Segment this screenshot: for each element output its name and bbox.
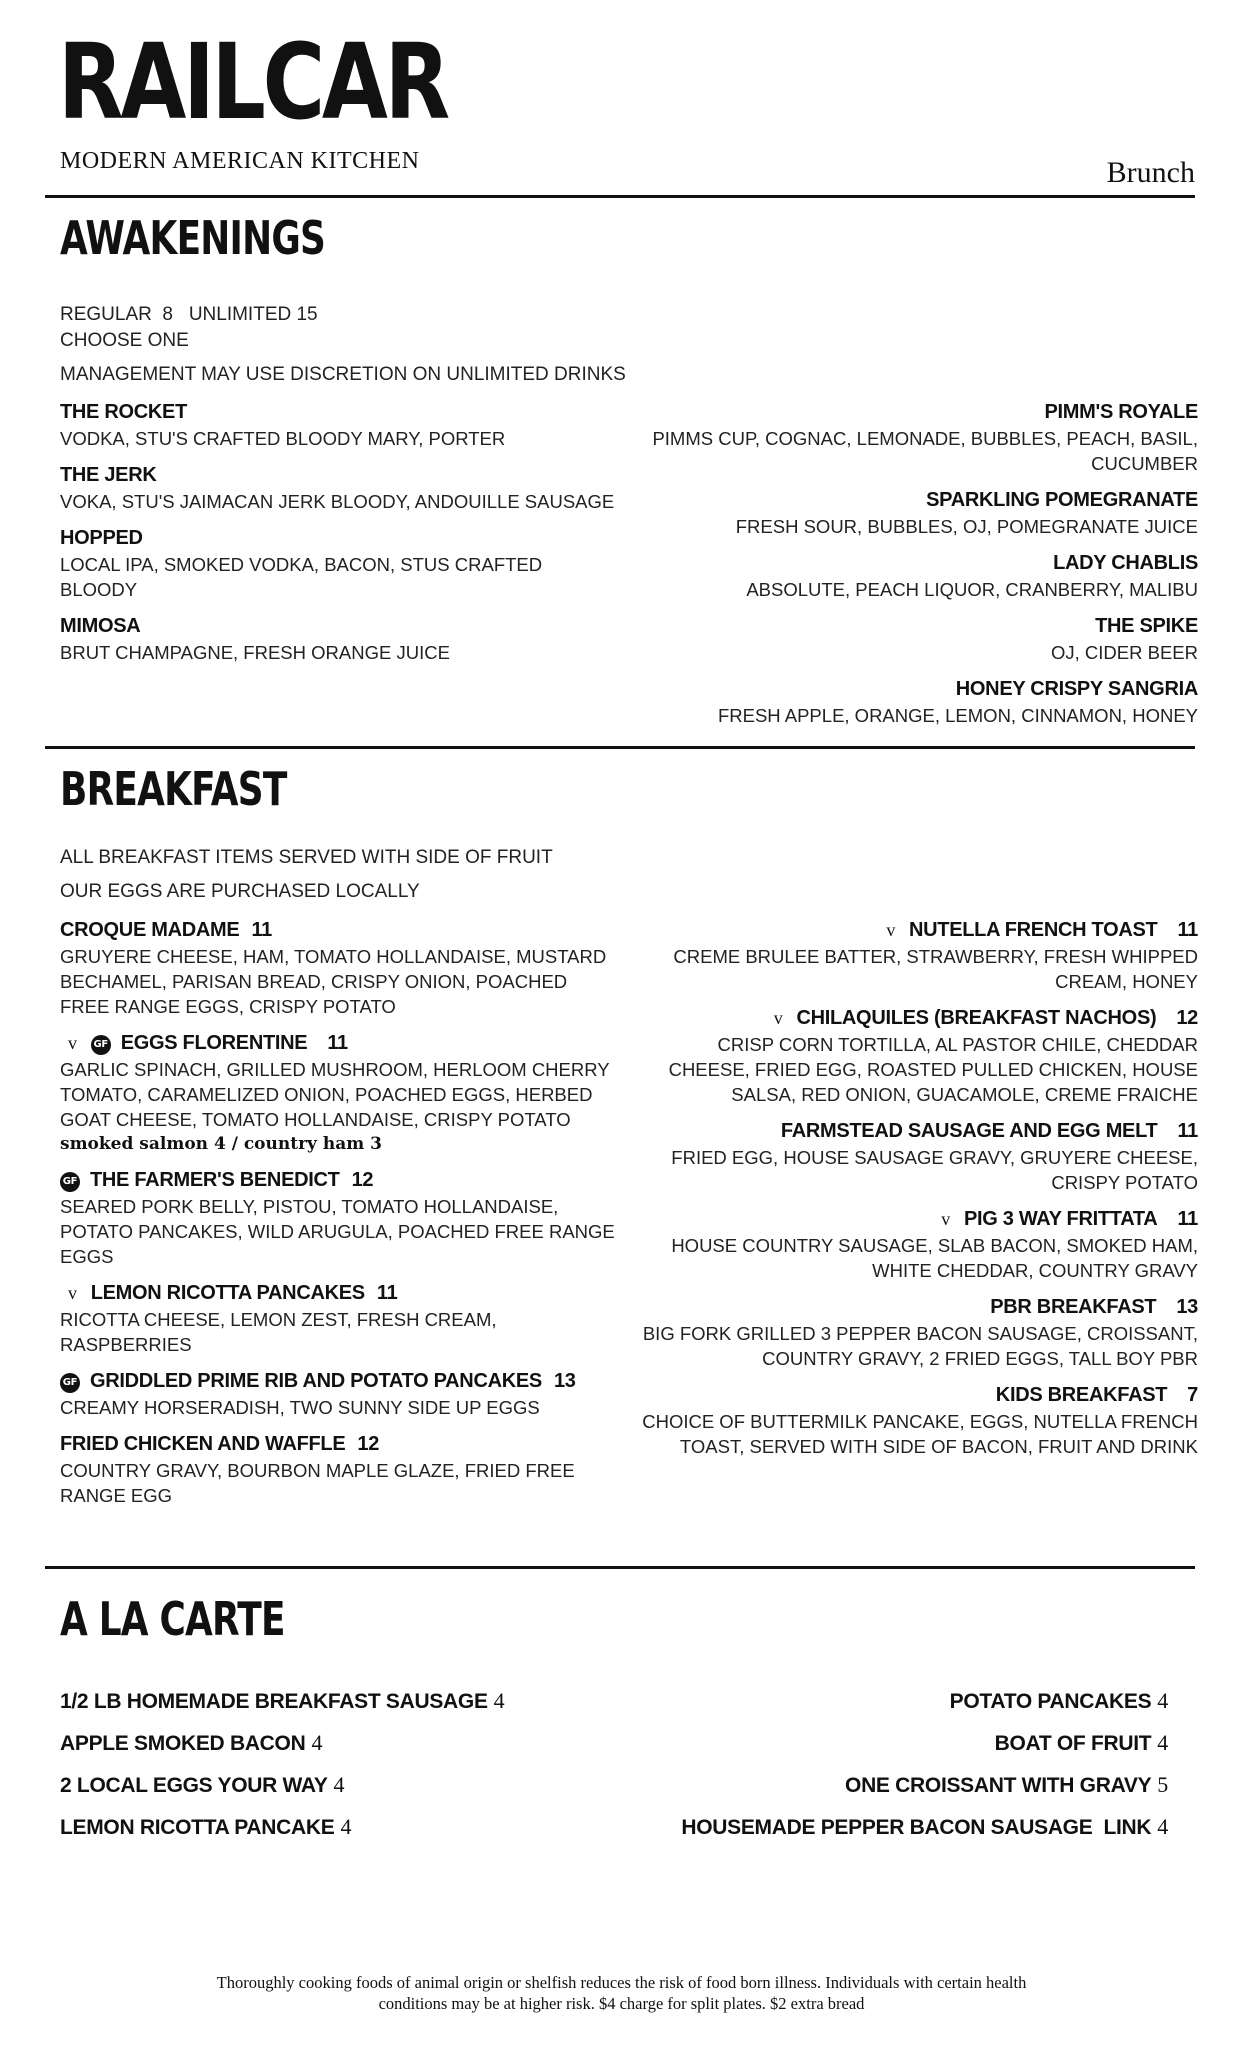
item-name: CROQUE MADAME — [60, 919, 240, 941]
section-divider — [45, 1566, 1195, 1569]
item-description: LOCAL IPA, SMOKED VODKA, BACON, STUS CRAFTED BLOODY — [60, 554, 543, 600]
a-la-carte-item — [60, 1722, 620, 1764]
item-description: BRUT CHAMPAGNE, FRESH ORANGE JUICE — [60, 642, 450, 663]
item-description: CRISP CORN TORTILLA, AL PASTOR CHILE, CHEDDAR CHEESE, FRIED EGG, ROASTED PULLED CHICKEN, HOUSE SALSA, RED ONION, GUACAMOLE, CREME FRAICHE — [668, 1034, 1198, 1105]
item-price: 12 — [351, 1169, 374, 1191]
menu-item — [60, 1430, 620, 1508]
item-name: PIMM'S ROYALE — [1044, 401, 1198, 423]
item-price: 7 — [1187, 1384, 1198, 1406]
item-description: RICOTTA CHEESE, LEMON ZEST, FRESH CREAM, RASPBERRIES — [60, 1309, 497, 1355]
item-price: 4 — [311, 1730, 323, 1755]
item-description: CREAMY HORSERADISH, TWO SUNNY SIDE UP EGGS — [60, 1397, 540, 1418]
footer-line: conditions may be at higher risk. $4 charge for split plates. $2 extra bread — [378, 1994, 865, 2013]
item-price: 11 — [327, 1032, 348, 1054]
menu-item — [60, 398, 620, 451]
item-name: FRIED CHICKEN AND WAFFLE — [60, 1433, 346, 1455]
menu-item — [60, 1367, 620, 1420]
section-title-a-la-carte: A LA CARTE — [60, 1592, 285, 1646]
item-name: POTATO PANCAKES — [949, 1690, 1152, 1713]
item-description: FRESH APPLE, ORANGE, LEMON, CINNAMON, HONEY — [717, 705, 1198, 726]
a-la-carte-item — [60, 1680, 620, 1722]
vegetarian-icon: v — [68, 1033, 77, 1053]
menu-item — [638, 1117, 1198, 1195]
item-description: VOKA, STU'S JAIMACAN JERK BLOODY, ANDOUILLE SAUSAGE — [60, 491, 615, 512]
restaurant-logo: RAILCAR — [58, 21, 448, 143]
footer-line: Thoroughly cooking foods of animal origin or shelfish reduces the risk of food born illness. Individuals with certain health — [216, 1973, 1027, 1992]
menu-item — [638, 1381, 1198, 1459]
item-header — [60, 916, 620, 944]
menu-item — [638, 486, 1198, 539]
item-price: 12 — [1176, 1007, 1198, 1029]
item-description: CHOICE OF BUTTERMILK PANCAKE, EGGS, NUTELLA FRENCH TOAST, SERVED WITH SIDE OF BACON, FRUIT AND DRINK — [642, 1411, 1198, 1457]
item-name: KIDS BREAKFAST — [995, 1384, 1168, 1406]
menu-item — [638, 549, 1198, 602]
note-pricing: REGULAR 8 UNLIMITED 15 — [60, 304, 318, 325]
footer-disclaimer — [80, 1972, 1163, 2014]
menu-item — [60, 612, 620, 665]
item-description: SEARED PORK BELLY, PISTOU, TOMATO HOLLANDAISE, POTATO PANCAKES, WILD ARUGULA, POACHED FREE RANGE EGGS — [60, 1196, 615, 1267]
menu-item — [60, 1029, 620, 1156]
item-description: COUNTRY GRAVY, BOURBON MAPLE GLAZE, FRIED FREE RANGE EGG — [60, 1460, 575, 1506]
breakfast-notes — [60, 845, 553, 905]
item-header — [60, 1367, 620, 1395]
item-name: PIG 3 WAY FRITTATA — [963, 1208, 1158, 1230]
a-la-carte-item — [60, 1806, 620, 1848]
item-name: 2 LOCAL EGGS YOUR WAY — [60, 1774, 328, 1797]
menu-item — [60, 916, 620, 1019]
item-price: 13 — [553, 1370, 576, 1392]
item-price: 4 — [1157, 1688, 1168, 1713]
item-name: APPLE SMOKED BACON — [60, 1732, 306, 1755]
item-name: CHILAQUILES (BREAKFAST NACHOS) — [796, 1007, 1157, 1029]
item-price: 4 — [1157, 1730, 1168, 1755]
breakfast-right-column — [638, 916, 1198, 1469]
a-la-carte-item — [60, 1764, 620, 1806]
item-price: 4 — [1157, 1814, 1168, 1839]
awakenings-left-column — [60, 398, 620, 675]
menu-item — [60, 1166, 620, 1269]
item-description: GARLIC SPINACH, GRILLED MUSHROOM, HERLOOM CHERRY TOMATO, CARAMELIZED ONION, POACHED EGGS, HERBED GOAT CHEESE, TOMATO HOLLANDAISE, CRISPY POTATO — [60, 1059, 610, 1130]
gluten-free-icon: GF — [60, 1172, 80, 1192]
item-name: GRIDDLED PRIME RIB AND POTATO PANCAKES — [90, 1370, 542, 1392]
item-name: HONEY CRISPY SANGRIA — [955, 678, 1198, 700]
item-name: THE JERK — [60, 464, 157, 486]
item-header — [638, 1117, 1198, 1145]
item-price: 11 — [251, 919, 272, 941]
item-description: ABSOLUTE, PEACH LIQUOR, CRANBERRY, MALIBU — [746, 579, 1198, 600]
item-price: 13 — [1176, 1296, 1198, 1318]
item-name: BOAT OF FRUIT — [994, 1732, 1152, 1755]
item-header — [60, 1430, 620, 1458]
item-name: 1/2 LB HOMEMADE BREAKFAST SAUSAGE — [60, 1690, 488, 1713]
item-price: 11 — [1177, 1208, 1198, 1230]
menu-item — [638, 675, 1198, 728]
gluten-free-icon: GF — [60, 1373, 80, 1393]
restaurant-subtitle: MODERN AMERICAN KITCHEN — [60, 148, 420, 174]
item-price: 5 — [1157, 1772, 1168, 1797]
item-price: 4 — [493, 1688, 505, 1713]
item-header — [638, 1293, 1198, 1321]
menu-item — [638, 1004, 1198, 1107]
item-header — [638, 1205, 1198, 1233]
item-name: LEMON RICOTTA PANCAKE — [60, 1816, 335, 1839]
menu-item — [60, 461, 620, 514]
item-addon: smoked salmon 4 / country ham 3 — [60, 1134, 382, 1154]
item-price: 4 — [340, 1814, 352, 1839]
item-name: HOUSEMADE PEPPER BACON SAUSAGE LINK — [681, 1816, 1152, 1839]
note-eggs: OUR EGGS ARE PURCHASED LOCALLY — [60, 881, 420, 902]
item-description: FRESH SOUR, BUBBLES, OJ, POMEGRANATE JUICE — [735, 516, 1198, 537]
menu-item — [638, 398, 1198, 476]
menu-item — [60, 524, 620, 602]
item-header — [60, 1029, 620, 1057]
menu-item — [60, 1279, 620, 1357]
a-la-carte-item — [588, 1764, 1168, 1806]
section-title-awakenings: AWAKENINGS — [60, 211, 326, 265]
section-title-breakfast: BREAKFAST — [60, 762, 287, 816]
item-price: 11 — [1177, 1120, 1198, 1142]
a-la-carte-item — [588, 1806, 1168, 1848]
item-header — [638, 1004, 1198, 1032]
item-name: THE FARMER'S BENEDICT — [90, 1169, 340, 1191]
a-la-carte-right-column — [588, 1680, 1168, 1848]
a-la-carte-left-column — [60, 1680, 620, 1848]
item-name: FARMSTEAD SAUSAGE AND EGG MELT — [780, 1120, 1158, 1142]
item-name: THE ROCKET — [60, 401, 188, 423]
item-name: ONE CROISSANT WITH GRAVY — [845, 1774, 1152, 1797]
item-description: BIG FORK GRILLED 3 PEPPER BACON SAUSAGE, CROISSANT, COUNTRY GRAVY, 2 FRIED EGGS, TALL BOY PBR — [642, 1323, 1198, 1369]
item-name: NUTELLA FRENCH TOAST — [909, 919, 1158, 941]
menu-type: Brunch — [1106, 156, 1195, 189]
item-description: VODKA, STU'S CRAFTED BLOODY MARY, PORTER — [60, 428, 506, 449]
awakenings-notes — [60, 302, 626, 388]
menu-item — [638, 1293, 1198, 1371]
item-description: GRUYERE CHEESE, HAM, TOMATO HOLLANDAISE, MUSTARD BECHAMEL, PARISAN BREAD, CRISPY ONION, POACHED FREE RANGE EGGS, CRISPY POTATO — [60, 946, 607, 1017]
vegetarian-icon: v — [886, 920, 896, 940]
note-fruit: ALL BREAKFAST ITEMS SERVED WITH SIDE OF FRUIT — [60, 847, 553, 868]
item-price: 11 — [376, 1282, 398, 1304]
a-la-carte-item — [588, 1680, 1168, 1722]
note-choose-one: CHOOSE ONE — [60, 330, 189, 351]
item-name: PBR BREAKFAST — [990, 1296, 1157, 1318]
item-description: OJ, CIDER BEER — [1051, 642, 1198, 663]
menu-item — [638, 612, 1198, 665]
item-name: LEMON RICOTTA PANCAKES — [90, 1282, 365, 1304]
vegetarian-icon: v — [941, 1209, 950, 1229]
menu-item — [638, 1205, 1198, 1283]
item-price: 11 — [1177, 919, 1198, 941]
item-name: EGGS FLORENTINE — [120, 1032, 308, 1054]
item-name: LADY CHABLIS — [1053, 552, 1198, 574]
item-price: 4 — [333, 1772, 345, 1797]
item-header — [60, 1279, 620, 1307]
item-description: PIMMS CUP, COGNAC, LEMONADE, BUBBLES, PEACH, BASIL, CUCUMBER — [652, 428, 1198, 474]
section-divider — [45, 746, 1195, 749]
item-description: HOUSE COUNTRY SAUSAGE, SLAB BACON, SMOKED HAM, WHITE CHEDDAR, COUNTRY GRAVY — [671, 1235, 1198, 1281]
vegetarian-icon: v — [68, 1283, 77, 1303]
item-name: MIMOSA — [60, 615, 141, 637]
item-header — [638, 916, 1198, 944]
a-la-carte-item — [588, 1722, 1168, 1764]
vegetarian-icon: v — [773, 1008, 783, 1028]
item-header — [60, 1166, 620, 1194]
item-header — [638, 1381, 1198, 1409]
gluten-free-icon: GF — [91, 1035, 111, 1055]
breakfast-left-column — [60, 916, 620, 1518]
awakenings-right-column — [638, 398, 1198, 738]
section-divider — [45, 195, 1195, 198]
item-name: SPARKLING POMEGRANATE — [926, 489, 1198, 511]
item-description: CREME BRULEE BATTER, STRAWBERRY, FRESH WHIPPED CREAM, HONEY — [673, 946, 1198, 992]
note-management: MANAGEMENT MAY USE DISCRETION ON UNLIMITED DRINKS — [60, 364, 626, 385]
item-description: FRIED EGG, HOUSE SAUSAGE GRAVY, GRUYERE CHEESE, CRISPY POTATO — [671, 1147, 1198, 1193]
menu-item — [638, 916, 1198, 994]
item-name: THE SPIKE — [1095, 615, 1198, 637]
item-price: 12 — [357, 1433, 380, 1455]
item-name: HOPPED — [60, 527, 143, 549]
